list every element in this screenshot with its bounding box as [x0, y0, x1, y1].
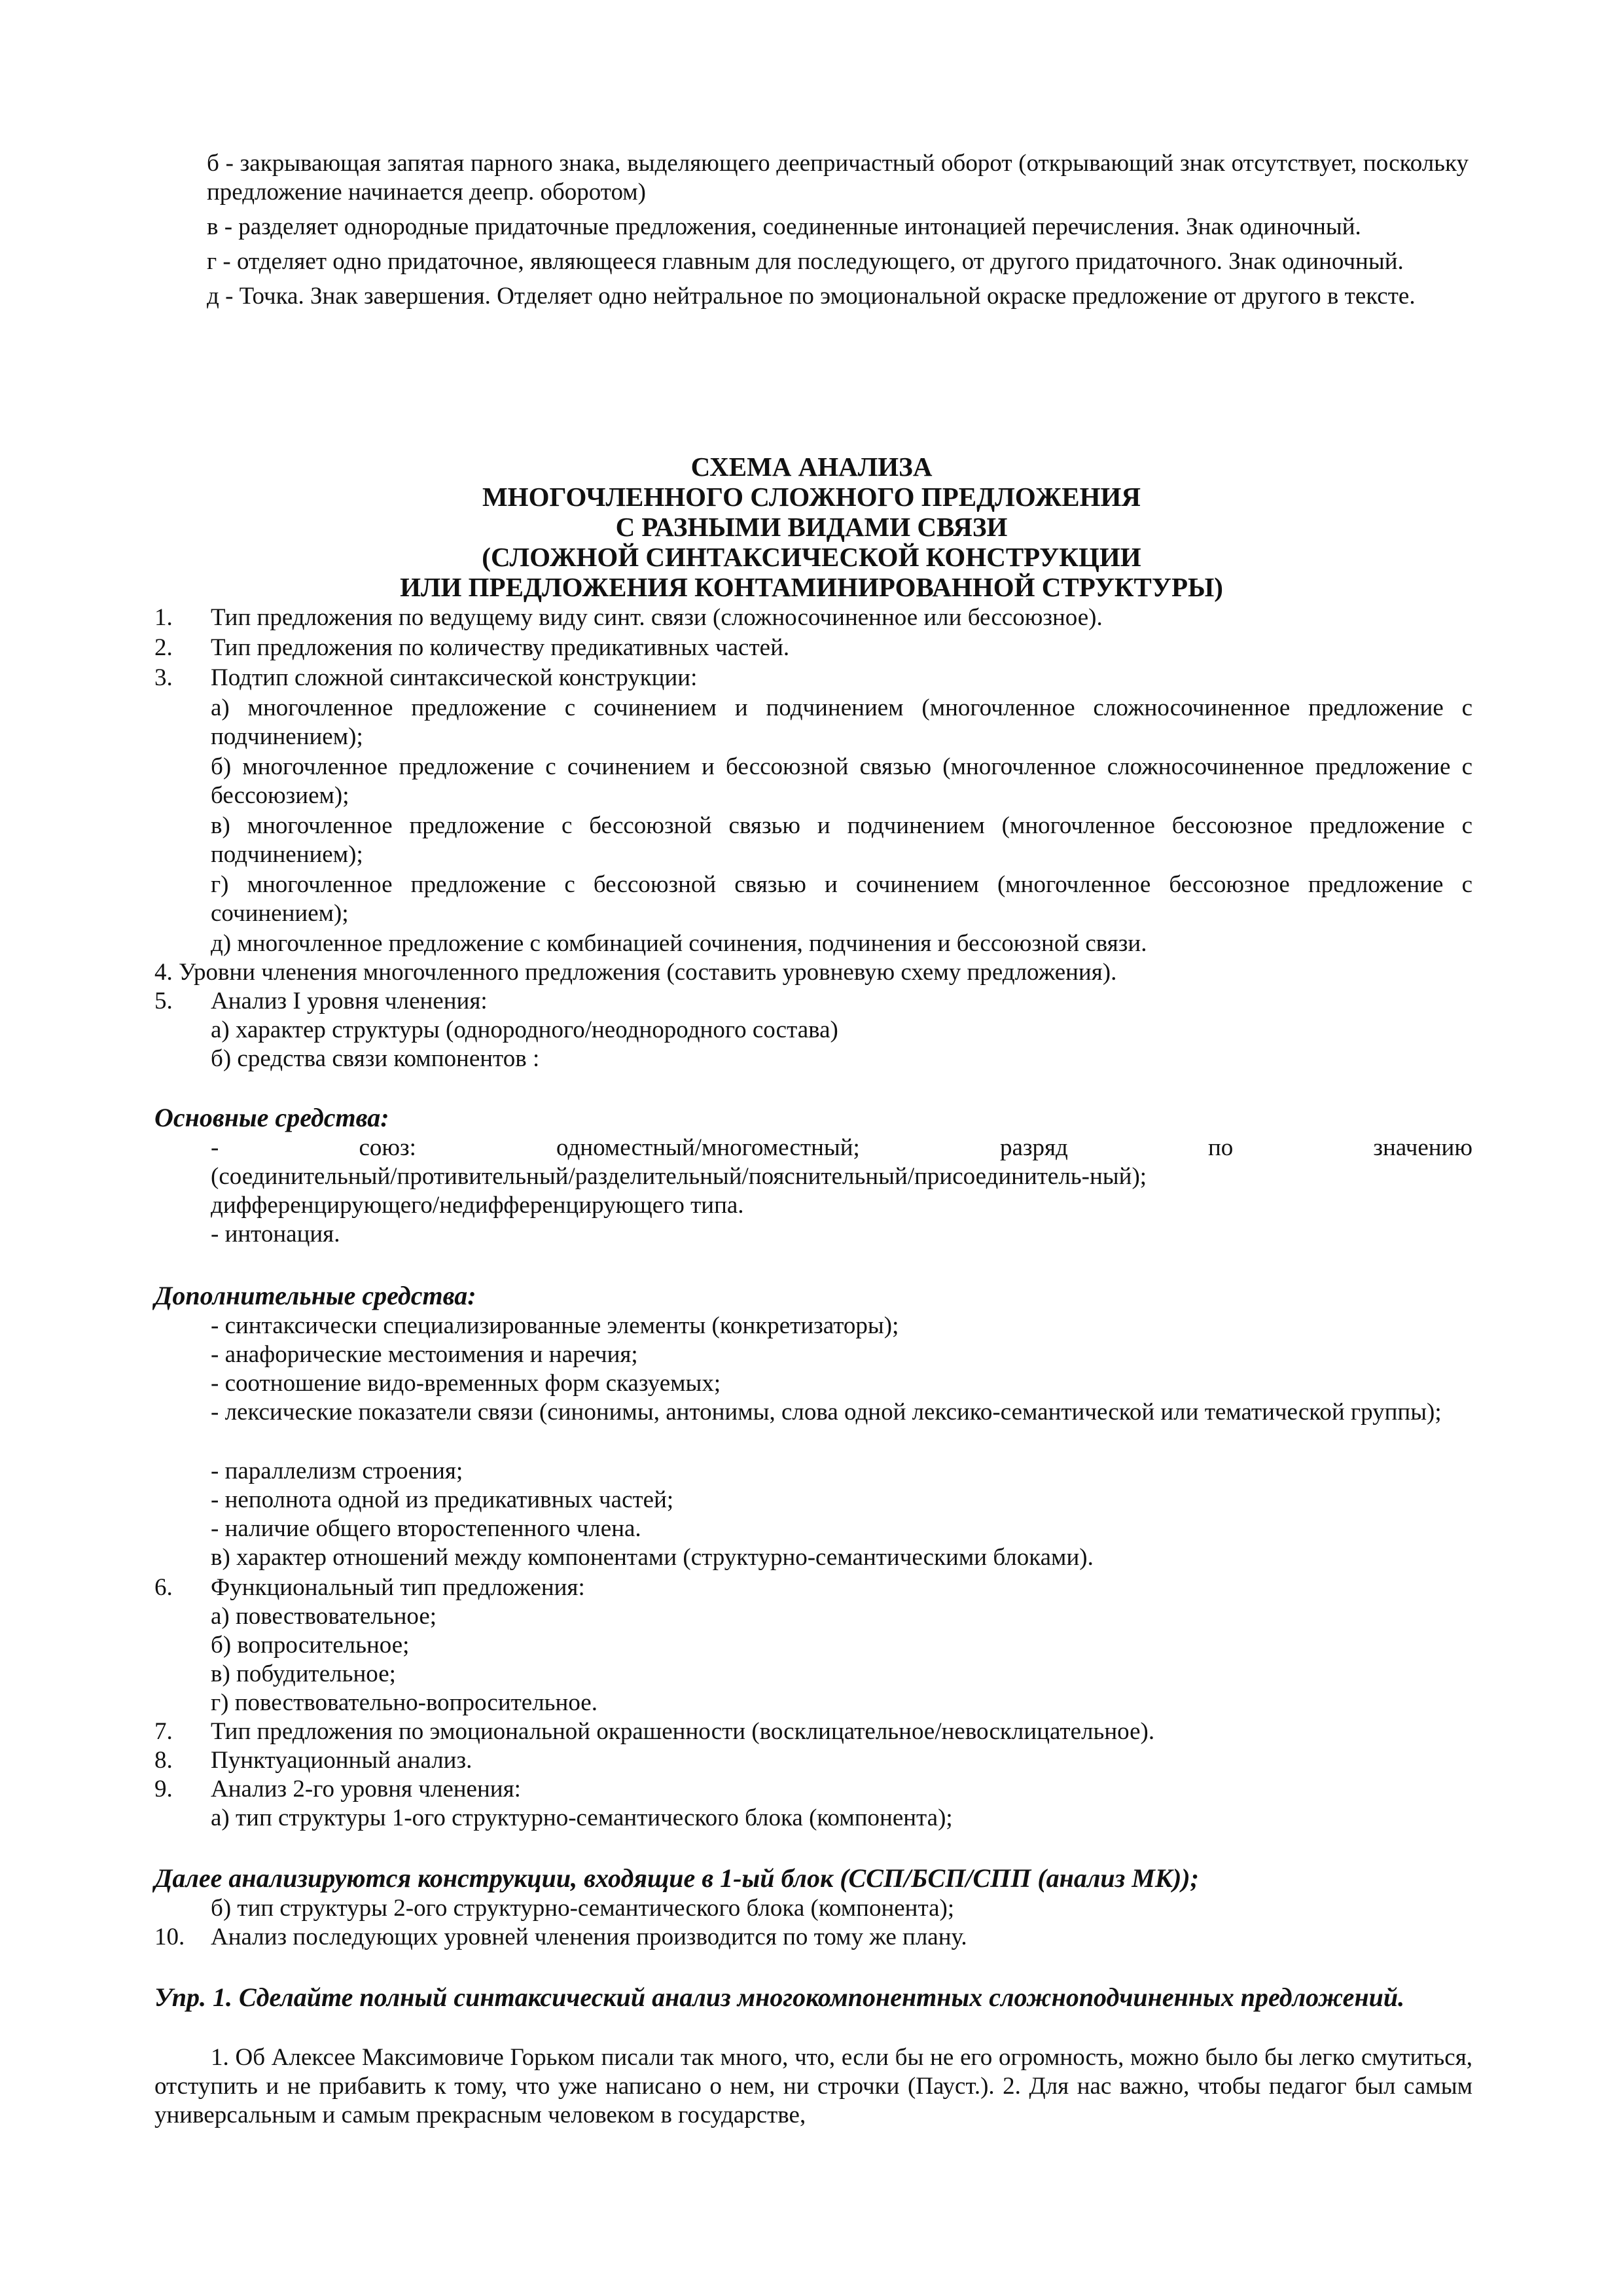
extra-means-item: - соотношение видо-временных форм сказуемых;: [211, 1370, 721, 1397]
item-5-sub-b: б) средства связи компонентов :: [211, 1045, 540, 1072]
item-6-sub: в) побудительное;: [211, 1660, 396, 1687]
extra-means-item: - анафорические местоимения и наречия;: [211, 1341, 638, 1368]
heading-line-4: (СЛОЖНОЙ СИНТАКСИЧЕСКОЙ КОНСТРУКЦИИ: [482, 542, 1141, 572]
item-text: Тип предложения по количеству предикативных частей.: [211, 634, 790, 661]
item-text: Тип предложения по ведущему виду синт. связи (сложносочиненное или бессоюзное).: [211, 604, 1103, 631]
item-5-sub-a: а) характер структуры (однородного/неоднородного состава): [211, 1016, 838, 1043]
exercise-title: Упр. 1. Сделайте полный синтаксический анализ многокомпонентных сложноподчиненных предложений.: [154, 1982, 1405, 2012]
item-text: Функциональный тип предложения:: [211, 1574, 585, 1601]
extra-means-lexical: - лексические показатели связи (синонимы, антонимы, слова одной лексико-семантической или тематической группы);: [211, 1399, 1442, 1426]
item-3-sub-g: г) многочленное предложение с бессоюзной связью и сочинением (многочленное бессоюзное предложение с сочинением);: [211, 871, 1472, 927]
word: по: [1207, 1134, 1234, 1161]
intro-paragraph-g: г - отделяет одно придаточное, являющееся главным для последующего, от другого придаточного. Знак одиночный.: [207, 248, 1404, 275]
item-text: Пунктуационный анализ.: [211, 1747, 473, 1774]
intro-paragraph-v: в - разделяет однородные придаточные предложения, соединенные интонацией перечисления. Знак одиночный.: [207, 213, 1361, 240]
further-analysis-title: Далее анализируются конструкции, входящие в 1-ый блок (ССП/БСП/СПП (анализ МК));: [154, 1863, 1199, 1893]
item-3-sub-d: д) многочленное предложение с комбинацией сочинения, подчинения и бессоюзной связи.: [211, 930, 1147, 957]
item-number: 9.: [154, 1776, 173, 1803]
word: разряд: [999, 1134, 1068, 1161]
item-3-sub-b: б) многочленное предложение с сочинением и бессоюзной связью (многочленное сложносочиненное предложение с бессоюзием);: [211, 753, 1472, 809]
item-number: 7.: [154, 1718, 173, 1745]
item-6-sub: а) повествовательное;: [211, 1603, 437, 1630]
word: значению: [1373, 1134, 1472, 1161]
dash: -: [211, 1134, 219, 1161]
item-5-sub-v: в) характер отношений между компонентами (структурно-семантическими блоками).: [211, 1544, 1094, 1571]
intro-paragraph-b: б - закрывающая запятая парного знака, выделяющего деепричастный оборот (открывающий знак отсутствует, поскольку предложение начинается деепр. оборотом): [207, 150, 1469, 206]
item-number: 10.: [154, 1924, 185, 1950]
item-number: 5.: [154, 988, 173, 1014]
list-item-4: 4. Уровни членения многочленного предложения (составить уровневую схему предложения).: [154, 959, 1117, 986]
item-text: Тип предложения по эмоциональной окрашенности (восклицательное/невосклицательное).: [211, 1718, 1155, 1745]
item-text: Анализ 2-го уровня членения:: [211, 1776, 521, 1803]
main-means-line-2: (соединительный/противительный/разделительный/пояснительный/присоединитель-ный);: [211, 1163, 1147, 1190]
heading-line-3: С РАЗНЫМИ ВИДАМИ СВЯЗИ: [615, 512, 1008, 542]
main-means-line-1: [211, 1134, 1472, 1162]
item-3-sub-a: а) многочленное предложение с сочинением и подчинением (многочленное сложносочиненное предложение с подчинением);: [211, 694, 1472, 750]
main-means-title: Основные средства:: [154, 1103, 389, 1132]
heading-line-1: СХЕМА АНАЛИЗА: [690, 452, 933, 482]
item-6-sub: г) повествовательно-вопросительное.: [211, 1689, 597, 1716]
word: одноместный/многоместный;: [556, 1134, 860, 1161]
item-number: 3.: [154, 664, 173, 691]
intro-block: [207, 149, 1469, 317]
heading-line-2: МНОГОЧЛЕННОГО СЛОЖНОГО ПРЕДЛОЖЕНИЯ: [482, 482, 1141, 512]
main-means-line-3: дифференцирующего/недифференцирующего типа.: [211, 1192, 744, 1219]
item-number: 2.: [154, 634, 173, 661]
item-number: 6.: [154, 1574, 173, 1601]
extra-means-item: - наличие общего второстепенного члена.: [211, 1515, 641, 1542]
scheme-heading: [151, 452, 1472, 602]
extra-means-title: Дополнительные средства:: [154, 1281, 476, 1310]
item-number: 1.: [154, 604, 173, 631]
item-text: Подтип сложной синтаксической конструкции:: [211, 664, 698, 691]
item-9-sub-b: б) тип структуры 2-ого структурно-семантического блока (компонента);: [211, 1895, 955, 1922]
main-means-line-4: - интонация.: [211, 1221, 340, 1247]
word: союз:: [359, 1134, 416, 1161]
extra-means-item: - параллелизм строения;: [211, 1458, 463, 1484]
extra-means-item: - неполнота одной из предикативных частей;: [211, 1486, 674, 1513]
item-3-sub-v: в) многочленное предложение с бессоюзной связью и подчинением (многочленное бессоюзное предложение с подчинением);: [211, 812, 1472, 868]
item-text: Анализ последующих уровней членения производится по тому же плану.: [211, 1924, 967, 1950]
heading-line-5: ИЛИ ПРЕДЛОЖЕНИЯ КОНТАМИНИРОВАННОЙ СТРУКТУРЫ): [400, 572, 1223, 602]
item-9-sub-a: а) тип структуры 1-ого структурно-семантического блока (компонента);: [211, 1804, 953, 1831]
extra-means-item: - синтаксически специализированные элементы (конкретизаторы);: [211, 1312, 899, 1339]
item-number: 8.: [154, 1747, 173, 1774]
intro-paragraph-d: д - Точка. Знак завершения. Отделяет одно нейтральное по эмоциональной окраске предложение от другого в тексте.: [207, 283, 1416, 310]
item-text: Анализ I уровня членения:: [211, 988, 488, 1014]
exercise-text: 1. Об Алексее Максимовиче Горьком писали так много, что, если бы не его огромность, можно было бы легко смутиться, отступить и не прибавить к тому, что уже написано о нем, ни строчки (Пауст.). 2. Для нас важно, чтобы педагог был самым универсальным и самым прекрасным человеком в государстве,: [154, 2044, 1472, 2128]
item-6-sub: б) вопросительное;: [211, 1632, 410, 1659]
